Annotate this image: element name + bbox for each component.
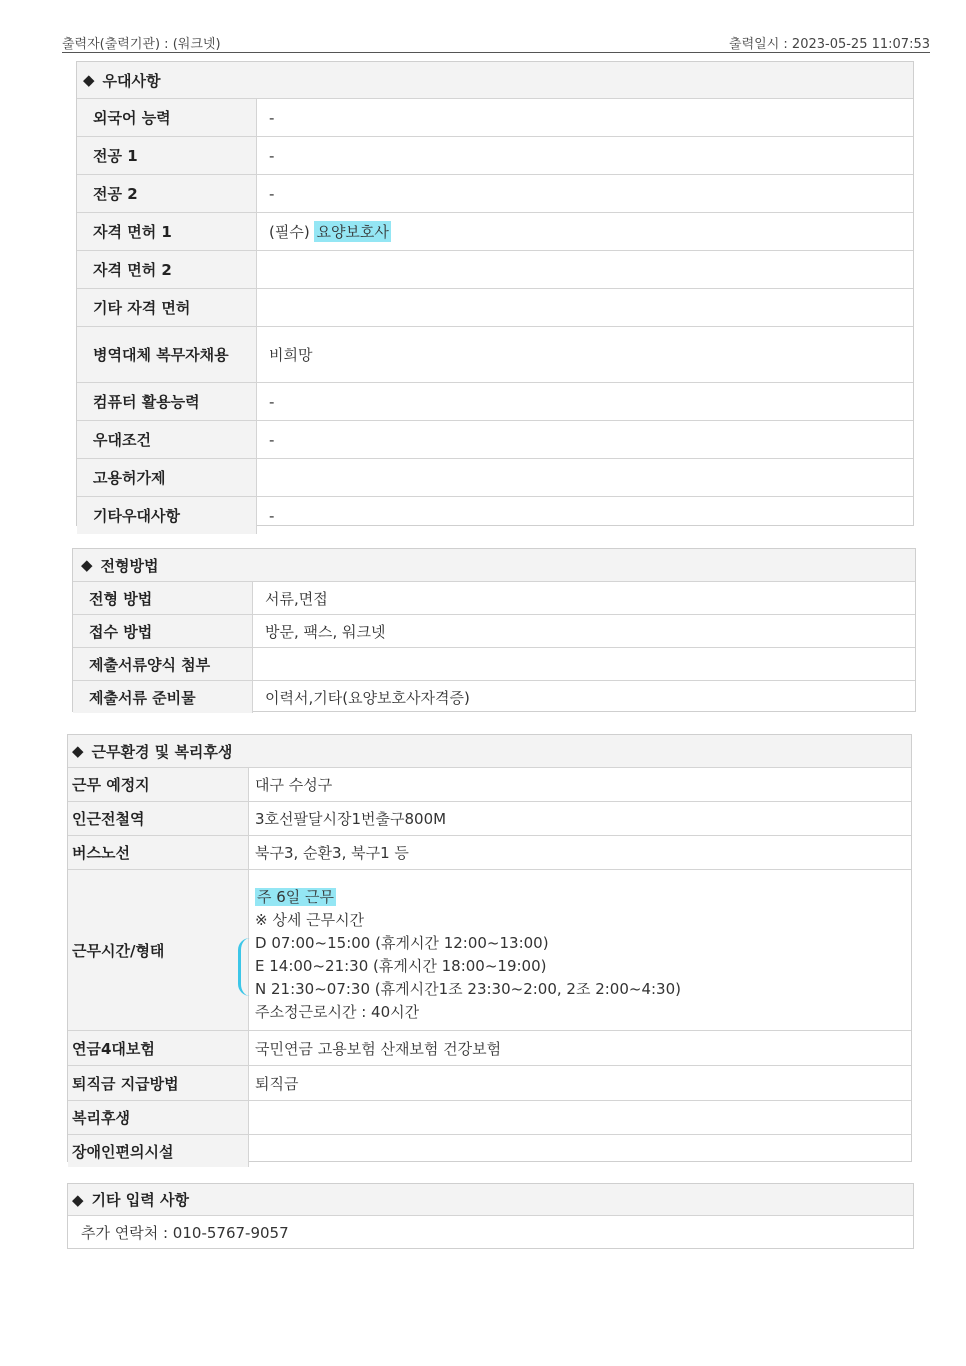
row-value: - [269,430,275,449]
row-value: 서류,면접 [265,589,328,608]
table-row [77,327,913,383]
row-label: 우대조건 [77,421,257,458]
row-label: 퇴직금 지급방법 [68,1066,249,1100]
row-label: 근무시간/형태 [68,870,249,1030]
print-datetime: 출력일시 : 2023-05-25 11:07:53 [729,37,930,52]
row-label: 제출서류 준비물 [73,681,253,713]
other-section [67,1183,914,1249]
table-row [68,1031,911,1066]
row-value: 국민연금 고용보험 산재보험 건강보험 [255,1039,502,1058]
work-hours-value: 주 6일 근무 ※ 상세 근무시간 D 07:00~15:00 (휴게시간 12:00~13:00) E 14:00~21:30 (휴게시간 18:00~19:00) N 21:30~07:30 (휴게시간1조 23:30~2:00, 2조 2:00~4:30) 주소정근로시간 : 40시간 [255,888,682,1021]
diamond-icon: ◆ [83,71,95,89]
table-row [77,99,913,137]
row-value: 대구 수성구 [255,776,333,794]
selection-section [72,548,916,712]
row-label: 제출서류양식 첨부 [73,648,253,680]
row-label: 자격 면허 1 [77,213,257,250]
row-label: 전공 1 [77,137,257,174]
table-row [73,648,915,681]
table-row [77,289,913,327]
row-label: 접수 방법 [73,615,253,647]
row-value [257,289,913,326]
section-title: ◆ 기타 입력 사항 [68,1184,913,1216]
row-label: 기타 자격 면허 [77,289,257,326]
highlighter-bracket-mark [238,938,251,996]
row-label: 외국어 능력 [77,99,257,136]
print-header [62,32,930,53]
row-label: 기타우대사항 [77,497,257,534]
diamond-icon: ◆ [72,1190,84,1209]
row-value: (필수) 요양보호사 [269,223,389,241]
row-label: 버스노선 [68,836,249,869]
row-value: 비희망 [269,346,313,364]
row-value: - [269,108,275,127]
row-label: 전공 2 [77,175,257,212]
row-label: 인근전철역 [68,802,249,835]
row-value [249,1135,911,1167]
row-value: 방문, 팩스, 워크넷 [265,622,386,641]
row-value [253,648,915,680]
row-label: 장애인편의시설 [68,1135,249,1167]
row-label: 전형 방법 [73,582,253,614]
additional-contact: 추가 연락처 : 010-5767-9057 [81,1223,289,1242]
table-row [68,768,911,802]
table-row [77,421,913,459]
row-value: 북구3, 순환3, 북구1 등 [255,844,409,862]
row-value [257,251,913,288]
section-title: ◆ 우대사항 [77,62,913,99]
table-row [77,383,913,421]
section-title: ◆ 전형방법 [73,549,915,582]
diamond-icon: ◆ [72,742,84,760]
table-row [77,497,913,534]
table-row [73,615,915,648]
highlighted-text: 주 6일 근무 [257,888,335,906]
row-label: 근무 예정지 [68,768,249,801]
row-value: 3호선팔달시장1번출구800M [255,810,447,828]
table-row [77,213,913,251]
table-row [73,582,915,615]
highlighted-text: 요양보호사 [316,223,389,241]
row-value [257,459,913,496]
table-row [68,802,911,836]
table-row [68,1066,911,1101]
environment-section [67,734,912,1162]
row-label: 고용허가제 [77,459,257,496]
row-value: - [269,506,275,525]
table-row [68,1101,911,1135]
row-value: - [269,146,275,165]
table-row [77,137,913,175]
row-label: 자격 면허 2 [77,251,257,288]
preferences-section [76,61,914,526]
table-row [77,459,913,497]
row-label: 연금4대보험 [68,1031,249,1065]
table-row [77,251,913,289]
row-value [249,1101,911,1134]
row-label: 컴퓨터 활용능력 [77,383,257,420]
table-row [68,870,911,1031]
table-row [68,836,911,870]
table-row [68,1135,911,1167]
row-label: 병역대체 복무자채용 [77,327,257,382]
row-label: 복리후생 [68,1101,249,1134]
row-value: - [269,184,275,203]
table-row [77,175,913,213]
section-title: ◆ 근무환경 및 복리후생 [68,735,911,768]
diamond-icon: ◆ [81,556,93,574]
table-row [73,681,915,713]
printer-info: 출력자(출력기관) : (워크넷) [62,37,221,52]
row-value: - [269,392,275,411]
row-value: 퇴직금 [255,1074,299,1093]
row-value: 이력서,기타(요양보호사자격증) [265,688,470,707]
